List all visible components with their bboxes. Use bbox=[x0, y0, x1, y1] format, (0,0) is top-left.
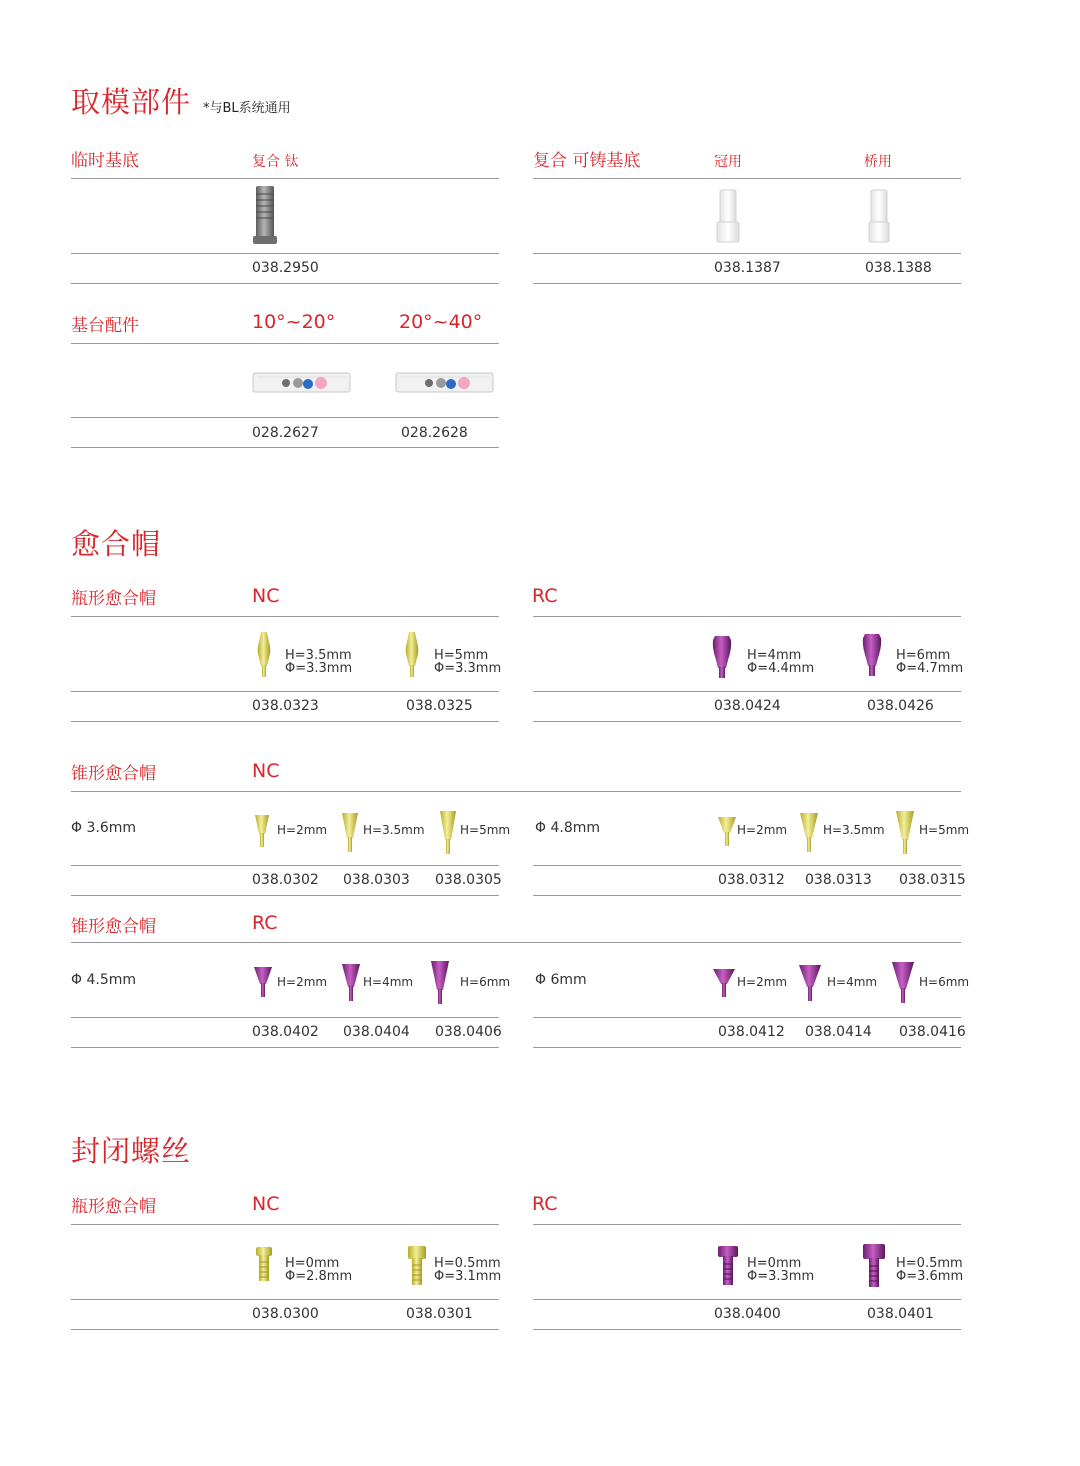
product-code: 038.0404 bbox=[343, 1024, 410, 1040]
spec-diameter: Φ=3.1mm bbox=[434, 1269, 502, 1284]
product-code: 038.0315 bbox=[899, 872, 966, 888]
divider bbox=[533, 1017, 961, 1018]
divider bbox=[71, 417, 499, 418]
cone-cap-purple-image bbox=[891, 961, 915, 1005]
closure-screw-purple-image bbox=[862, 1243, 886, 1289]
nc-column-head: NC bbox=[252, 1193, 280, 1215]
temp-base-col-head: 复合 钛 bbox=[252, 154, 299, 170]
cone-healing-cap-rc-label: 锥形愈合帽 bbox=[71, 917, 156, 937]
spec-height: H=0mm bbox=[747, 1256, 802, 1271]
angle-col-20-40: 20°~40° bbox=[399, 311, 483, 333]
divider bbox=[71, 895, 499, 896]
compatibility-note: *与BL系统通用 bbox=[203, 101, 291, 116]
cone-cap-purple-image bbox=[253, 966, 273, 1000]
product-code: 038.0402 bbox=[252, 1024, 319, 1040]
bottle-healing-cap-label: 瓶形愈合帽 bbox=[71, 589, 156, 609]
section-title-impression: 取模部件 bbox=[71, 85, 192, 119]
spec-height: H=5mm bbox=[460, 823, 511, 837]
product-code: 038.0305 bbox=[435, 872, 502, 888]
cone-cap-purple-image bbox=[341, 963, 361, 1003]
product-code: 038.0312 bbox=[718, 872, 785, 888]
product-code: 038.0301 bbox=[406, 1306, 473, 1322]
cone-cap-gold-image bbox=[254, 814, 270, 850]
cone-cap-gold-image bbox=[717, 816, 737, 848]
castable-col-crown: 冠用 bbox=[714, 154, 742, 170]
product-code: 038.0325 bbox=[406, 698, 473, 714]
divider bbox=[71, 691, 499, 692]
cone-cap-purple-image bbox=[430, 960, 450, 1006]
divider bbox=[533, 721, 961, 722]
divider bbox=[71, 447, 499, 448]
divider bbox=[533, 895, 961, 896]
divider bbox=[71, 1224, 499, 1225]
accessory-kit-image bbox=[396, 372, 494, 394]
divider bbox=[71, 721, 499, 722]
spec-height: H=6mm bbox=[896, 648, 951, 663]
divider bbox=[71, 616, 499, 617]
angle-col-10-20: 10°~20° bbox=[252, 311, 336, 333]
divider bbox=[533, 253, 961, 254]
product-code: 038.1388 bbox=[865, 260, 932, 276]
divider bbox=[71, 1047, 499, 1048]
product-code: 038.0414 bbox=[805, 1024, 872, 1040]
product-code: 038.0406 bbox=[435, 1024, 502, 1040]
spec-diameter: Φ=4.4mm bbox=[747, 661, 815, 676]
divider bbox=[533, 1299, 961, 1300]
divider bbox=[71, 865, 499, 866]
diameter-label: Φ 6mm bbox=[535, 972, 587, 988]
spec-height: H=4mm bbox=[747, 648, 802, 663]
spec-height: H=2mm bbox=[737, 975, 788, 989]
spec-height: H=0mm bbox=[285, 1256, 340, 1271]
divider bbox=[71, 283, 499, 284]
spec-height: H=6mm bbox=[919, 975, 970, 989]
product-code: 028.2627 bbox=[252, 425, 319, 441]
rc-column-head: RC bbox=[532, 585, 558, 607]
healing-cap-gold-image bbox=[403, 632, 421, 678]
divider bbox=[71, 1017, 499, 1018]
closure-screw-gold-image bbox=[255, 1246, 273, 1284]
spec-diameter: Φ=3.6mm bbox=[896, 1269, 964, 1284]
healing-cap-purple-image bbox=[861, 632, 883, 678]
product-code: 038.0313 bbox=[805, 872, 872, 888]
healing-cap-gold-image bbox=[255, 632, 273, 678]
divider bbox=[71, 253, 499, 254]
divider bbox=[71, 791, 961, 792]
cone-cap-purple-image bbox=[712, 968, 736, 1000]
product-code: 028.2628 bbox=[401, 425, 468, 441]
rc-column-head: RC bbox=[252, 912, 278, 934]
spec-height: H=5mm bbox=[434, 648, 489, 663]
product-code: 038.0412 bbox=[718, 1024, 785, 1040]
closure-screw-purple-image bbox=[717, 1245, 739, 1287]
rc-column-head: RC bbox=[532, 1193, 558, 1215]
product-code: 038.0426 bbox=[867, 698, 934, 714]
divider bbox=[71, 1329, 499, 1330]
castable-bridge-product-image bbox=[866, 190, 892, 246]
product-code: 038.2950 bbox=[252, 260, 319, 276]
divider bbox=[71, 343, 499, 344]
product-code: 038.1387 bbox=[714, 260, 781, 276]
spec-diameter: Φ=4.7mm bbox=[896, 661, 964, 676]
diameter-label: Φ 3.6mm bbox=[71, 820, 137, 836]
cone-cap-gold-image bbox=[341, 812, 359, 854]
divider bbox=[533, 691, 961, 692]
spec-height: H=3.5mm bbox=[823, 823, 885, 837]
divider bbox=[533, 283, 961, 284]
section-title-healing-cap: 愈合帽 bbox=[71, 527, 162, 561]
product-code: 038.0300 bbox=[252, 1306, 319, 1322]
product-code: 038.0303 bbox=[343, 872, 410, 888]
cone-cap-purple-image bbox=[798, 964, 822, 1004]
abutment-accessories-label: 基台配件 bbox=[71, 316, 139, 336]
divider bbox=[71, 942, 961, 943]
divider bbox=[533, 616, 961, 617]
divider bbox=[533, 178, 961, 179]
divider bbox=[533, 1047, 961, 1048]
spec-height: H=0.5mm bbox=[896, 1256, 963, 1271]
divider bbox=[533, 1329, 961, 1330]
cone-cap-gold-image bbox=[799, 812, 819, 854]
cone-healing-cap-nc-label: 锥形愈合帽 bbox=[71, 764, 156, 784]
divider bbox=[71, 178, 499, 179]
nc-column-head: NC bbox=[252, 585, 280, 607]
divider bbox=[71, 1299, 499, 1300]
spec-height: H=3.5mm bbox=[285, 648, 352, 663]
spec-height: H=0.5mm bbox=[434, 1256, 501, 1271]
healing-cap-purple-image bbox=[711, 634, 733, 680]
spec-height: H=3.5mm bbox=[363, 823, 425, 837]
product-code: 038.0400 bbox=[714, 1306, 781, 1322]
spec-diameter: Φ=2.8mm bbox=[285, 1269, 353, 1284]
spec-diameter: Φ=3.3mm bbox=[747, 1269, 815, 1284]
divider bbox=[533, 865, 961, 866]
cone-cap-gold-image bbox=[895, 810, 915, 856]
spec-height: H=4mm bbox=[827, 975, 878, 989]
product-code: 038.0424 bbox=[714, 698, 781, 714]
spec-diameter: Φ=3.3mm bbox=[434, 661, 502, 676]
cone-cap-gold-image bbox=[439, 810, 457, 856]
castable-base-label: 复合 可铸基底 bbox=[533, 151, 641, 171]
castable-col-bridge: 桥用 bbox=[864, 154, 892, 170]
spec-height: H=6mm bbox=[460, 975, 511, 989]
closure-screw-label: 瓶形愈合帽 bbox=[71, 1197, 156, 1217]
product-code: 038.0416 bbox=[899, 1024, 966, 1040]
accessory-kit-image bbox=[253, 372, 351, 394]
spec-height: H=2mm bbox=[277, 975, 328, 989]
nc-column-head: NC bbox=[252, 760, 280, 782]
spec-height: H=2mm bbox=[737, 823, 788, 837]
spec-diameter: Φ=3.3mm bbox=[285, 661, 353, 676]
temp-base-label: 临时基底 bbox=[71, 151, 139, 171]
spec-height: H=2mm bbox=[277, 823, 328, 837]
section-title-closure-screw: 封闭螺丝 bbox=[71, 1134, 192, 1168]
product-code: 038.0401 bbox=[867, 1306, 934, 1322]
temp-base-product-image bbox=[253, 186, 277, 246]
product-code: 038.0302 bbox=[252, 872, 319, 888]
divider bbox=[533, 1224, 961, 1225]
diameter-label: Φ 4.8mm bbox=[535, 820, 601, 836]
spec-height: H=4mm bbox=[363, 975, 414, 989]
castable-crown-product-image bbox=[715, 190, 741, 246]
product-code: 038.0323 bbox=[252, 698, 319, 714]
diameter-label: Φ 4.5mm bbox=[71, 972, 137, 988]
closure-screw-gold-image bbox=[407, 1245, 427, 1287]
spec-height: H=5mm bbox=[919, 823, 970, 837]
